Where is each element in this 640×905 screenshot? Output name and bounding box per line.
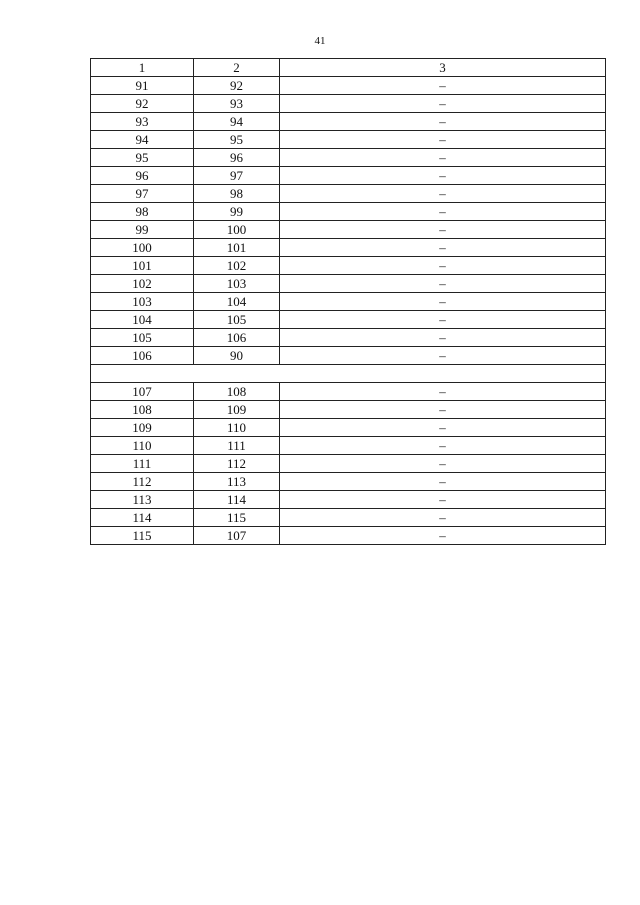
table-cell-col-1: 107 [91,383,194,401]
table-cell-col-3: – [280,347,606,365]
table-row [91,239,606,257]
table-cell-col-3: – [280,221,606,239]
table-cell-col-2: 97 [194,167,280,185]
table-cell-col-3: – [280,113,606,131]
table-row [91,221,606,239]
table-cell-col-3: – [280,455,606,473]
table-row [91,113,606,131]
table-row [91,383,606,401]
table-cell-col-1: 111 [91,455,194,473]
table-cell-col-2: 115 [194,509,280,527]
table-cell-col-2: 96 [194,149,280,167]
table-cell-col-2: 107 [194,527,280,545]
table-row [91,401,606,419]
table-cell-col-1: 91 [91,77,194,95]
data-table [90,58,606,545]
table-cell-col-1: 101 [91,257,194,275]
table-cell-col-2: 102 [194,257,280,275]
table-cell-col-2: 109 [194,401,280,419]
table-cell-col-1: 100 [91,239,194,257]
table-row [91,473,606,491]
table-cell-col-1: 97 [91,185,194,203]
table-row [91,491,606,509]
page-number: 41 [314,35,326,47]
table-cell-col-1: 112 [91,473,194,491]
table-cell-col-2: 101 [194,239,280,257]
table-cell-col-3: – [280,167,606,185]
table-cell-col-3: – [280,473,606,491]
group-separator-cell [91,365,606,383]
column-header-3: 3 [280,59,606,77]
table-cell-col-3: – [280,95,606,113]
table-cell-col-2: 100 [194,221,280,239]
table-row [91,329,606,347]
table-row [91,77,606,95]
table-cell-col-3: – [280,203,606,221]
table-cell-col-3: – [280,401,606,419]
table-cell-col-1: 103 [91,293,194,311]
table-cell-col-1: 99 [91,221,194,239]
table-cell-col-3: – [280,77,606,95]
table-cell-col-1: 110 [91,437,194,455]
table-row [91,131,606,149]
table-row [91,275,606,293]
table-row [91,95,606,113]
table-cell-col-3: – [280,275,606,293]
table-cell-col-1: 95 [91,149,194,167]
table-cell-col-3: – [280,383,606,401]
table-cell-col-1: 114 [91,509,194,527]
group-separator-row [91,365,606,383]
table-cell-col-1: 93 [91,113,194,131]
table-cell-col-3: – [280,419,606,437]
table-cell-col-3: – [280,131,606,149]
column-header-1: 1 [91,59,194,77]
table-cell-col-1: 104 [91,311,194,329]
table-cell-col-3: – [280,311,606,329]
table-cell-col-2: 93 [194,95,280,113]
table-cell-col-3: – [280,293,606,311]
table-row [91,509,606,527]
table-row [91,167,606,185]
table-row [91,185,606,203]
table-cell-col-3: – [280,437,606,455]
table-cell-col-3: – [280,509,606,527]
table-body [91,77,606,545]
table-row [91,203,606,221]
table-cell-col-1: 105 [91,329,194,347]
table-row [91,293,606,311]
table-cell-col-1: 106 [91,347,194,365]
table-cell-col-2: 114 [194,491,280,509]
table-cell-col-2: 90 [194,347,280,365]
table-row [91,437,606,455]
table-cell-col-1: 109 [91,419,194,437]
table-cell-col-3: – [280,527,606,545]
table-cell-col-3: – [280,329,606,347]
table-cell-col-3: – [280,257,606,275]
table-cell-col-2: 111 [194,437,280,455]
table-cell-col-3: – [280,491,606,509]
table-cell-col-2: 104 [194,293,280,311]
table-cell-col-2: 110 [194,419,280,437]
table-cell-col-2: 92 [194,77,280,95]
table-cell-col-1: 96 [91,167,194,185]
table-row [91,419,606,437]
table-cell-col-3: – [280,149,606,167]
table-cell-col-1: 115 [91,527,194,545]
table-cell-col-2: 106 [194,329,280,347]
table-row [91,527,606,545]
column-header-2: 2 [194,59,280,77]
table-cell-col-1: 113 [91,491,194,509]
table-cell-col-2: 112 [194,455,280,473]
table-cell-col-3: – [280,185,606,203]
table-cell-col-2: 99 [194,203,280,221]
table-cell-col-2: 108 [194,383,280,401]
header-row [91,59,606,77]
table-cell-col-2: 113 [194,473,280,491]
table-header [91,59,606,77]
table-cell-col-2: 98 [194,185,280,203]
table-cell-col-1: 92 [91,95,194,113]
table-row [91,347,606,365]
table-row [91,311,606,329]
table-cell-col-2: 94 [194,113,280,131]
table-row [91,149,606,167]
table-cell-col-1: 102 [91,275,194,293]
table-cell-col-2: 105 [194,311,280,329]
table-cell-col-1: 98 [91,203,194,221]
table-cell-col-1: 94 [91,131,194,149]
table-cell-col-2: 103 [194,275,280,293]
table-row [91,455,606,473]
table-cell-col-1: 108 [91,401,194,419]
table-cell-col-2: 95 [194,131,280,149]
table-row [91,257,606,275]
table-cell-col-3: – [280,239,606,257]
